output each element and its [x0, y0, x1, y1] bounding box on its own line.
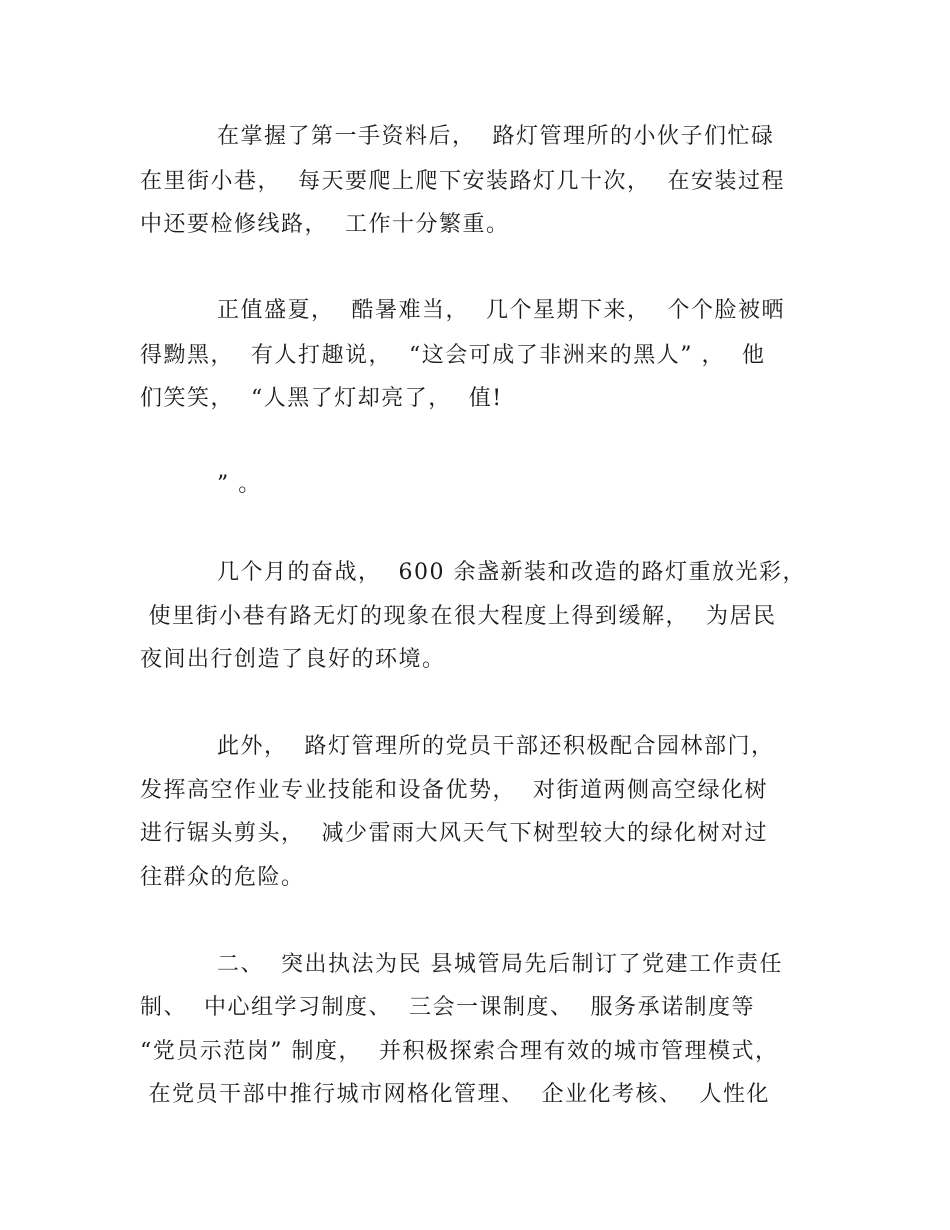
- paragraph-6-line-4: 在党员干部中推行城市网格化管理、 企业化考核、 人性化: [140, 1082, 770, 1107]
- paragraph-2-line-1: 正值盛夏， 酷暑难当， 几个星期下来， 个个脸被晒: [217, 298, 785, 323]
- paragraph-5-line-4: 往群众的危险。: [140, 865, 305, 890]
- paragraph-6-line-2: 制、 中心组学习制度、 三会一课制度、 服务承诺制度等: [140, 995, 755, 1020]
- paragraph-2-line-2: 得黝黑， 有人打趣说， “这会可成了非洲来的黑人” ， 他: [140, 343, 766, 368]
- paragraph-5-line-3: 进行锯头剪头， 减少雷雨大风天气下树型较大的绿化树对过: [140, 821, 768, 846]
- paragraph-3-line-1: ” 。: [217, 472, 262, 497]
- paragraph-4-line-3: 夜间出行创造了良好的环境。: [140, 647, 446, 672]
- paragraph-6-line-1: 二、 突出执法为民 县城管局先后制订了党建工作责任: [217, 952, 783, 977]
- paragraph-4-line-2: 使里街小巷有路无灯的现象在很大程度上得到缓解， 为居民: [140, 604, 777, 629]
- paragraph-2-line-3: 们笑笑， “人黑了灯却亮了， 值!: [140, 386, 503, 411]
- paragraph-1-line-2: 在里街小巷， 每天要爬上爬下安装路灯几十次， 在安装过程: [140, 169, 785, 194]
- paragraph-1-line-3: 中还要检修线路， 工作十分繁重。: [140, 212, 510, 237]
- paragraph-1-line-1: 在掌握了第一手资料后， 路灯管理所的小伙子们忙碌: [217, 124, 775, 149]
- paragraph-5-line-1: 此外， 路灯管理所的党员干部还积极配合园林部门，: [217, 734, 775, 759]
- paragraph-4-line-1: 几个月的奋战， 600 余盏新装和改造的路灯重放光彩，: [217, 560, 806, 585]
- paragraph-5-line-2: 发挥高空作业专业技能和设备优势， 对街道两侧高空绿化树: [140, 778, 768, 803]
- paragraph-6-line-3: “党员示范岗” 制度， 并积极探索合理有效的城市管理模式，: [140, 1039, 779, 1064]
